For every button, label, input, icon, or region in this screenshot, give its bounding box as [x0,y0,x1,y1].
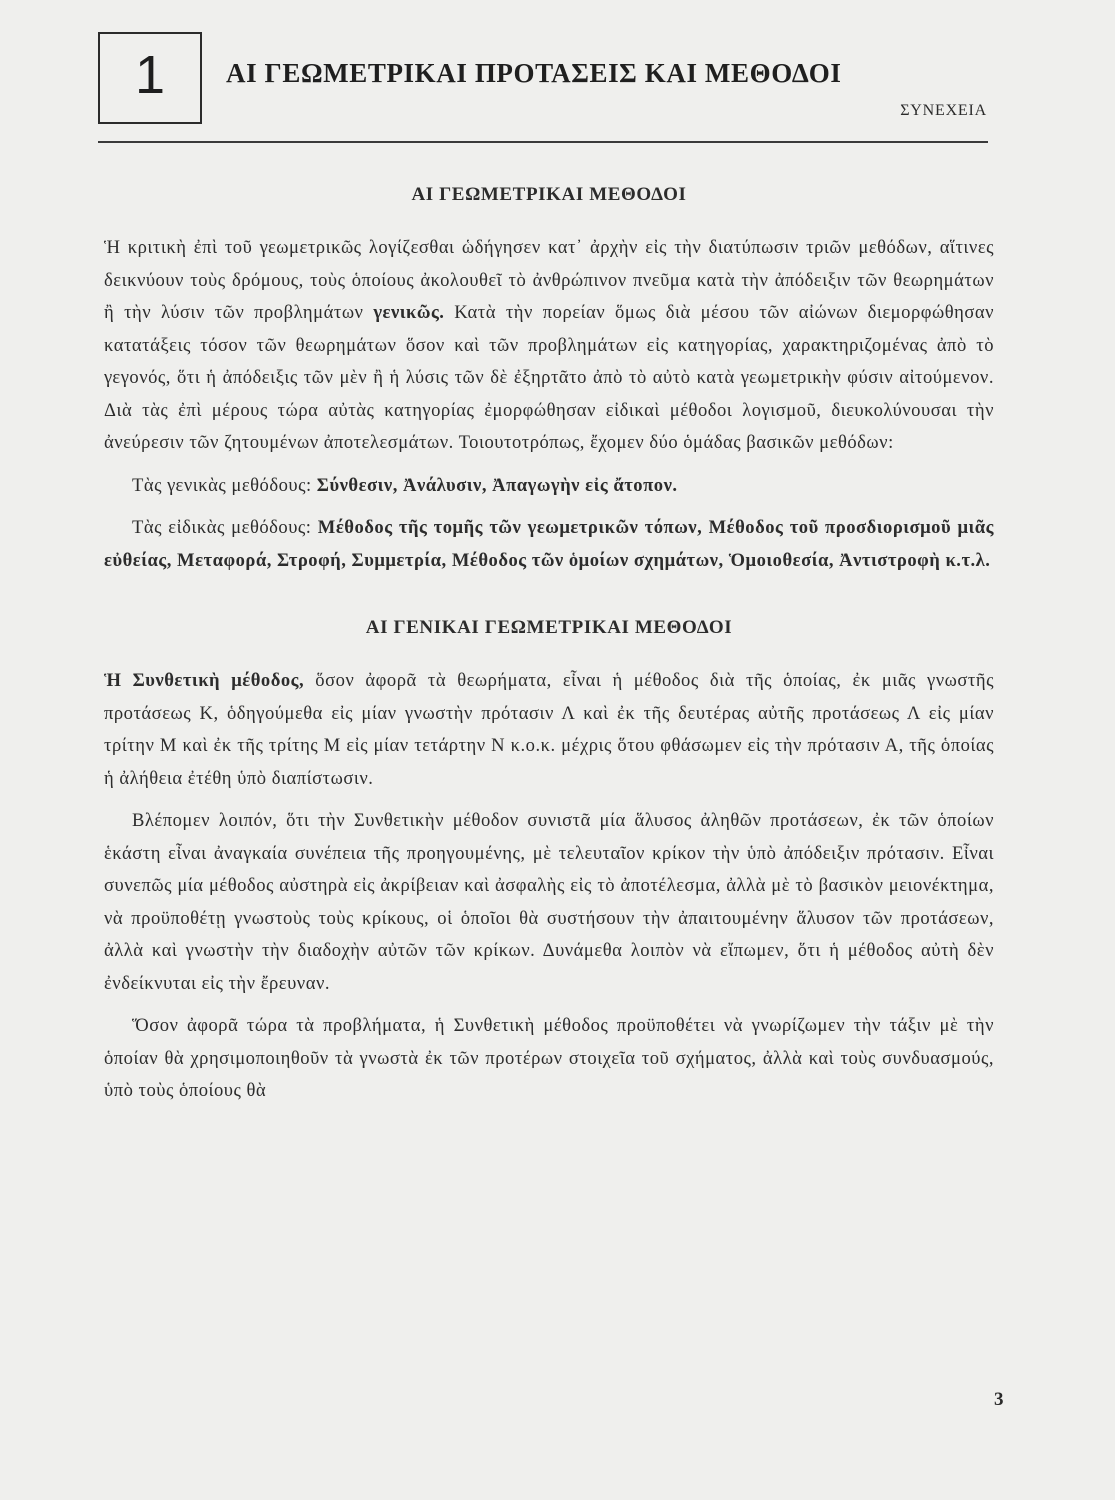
page-body [104,180,994,1108]
intro-bold: γενικῶς. [373,302,445,323]
paragraph-special-methods [104,512,994,577]
chapter-number: 1 [134,45,166,105]
paragraph-synthetic-method [104,665,994,795]
synthetic-method-term: Ἡ Συνθετικὴ μέθοδος, [104,670,305,691]
special-methods-label: Τὰς εἰδικὰς μεθόδους: [132,517,318,538]
intro-text-a: Ἡ κριτικὴ ἐπὶ τοῦ γεωμετρικῶς λογίζεσθαι ὡδήγησεν κατ᾽ ἀρχὴν εἰς τὴν διατύπωσιν τριῶν μεθόδων, αἵτινες δεικνύουν τοὺς δρόμους, τοὺς ὁποίους ἀκολουθεῖ τὸ ἀνθρώπινον πνεῦμα κατὰ τὴν ἀπόδειξιν τῶν θεωρημάτων ἢ τὴν λύσιν τῶν προβλημάτων [104,237,994,323]
paragraph-general-methods [104,470,994,503]
paragraph-intro [104,232,994,460]
page-number: 3 [994,1389,1004,1410]
section-heading-methods: ΑΙ ΓΕΩΜΕΤΡΙΚΑΙ ΜΕΘΟΔΟΙ [411,184,687,205]
special-methods-list: Μέθοδος τῆς τομῆς τῶν γεωμετρικῶν τόπων, Μέθοδος τοῦ προσδιορισμοῦ μιᾶς εὐθείας, Μεταφορά, Στροφή, Συμμετρία, Μέθοδος τῶν ὁμοίων σχημάτων, Ὁμοιοθεσία, Ἀντιστροφὴ κ.τ.λ. [104,517,994,571]
section-heading-general-methods: ΑΙ ΓΕΝΙΚΑΙ ΓΕΩΜΕΤΡΙΚΑΙ ΜΕΘΟΔΟΙ [365,617,733,638]
header-divider [98,141,988,143]
general-methods-label: Τὰς γενικὰς μεθόδους: [132,474,317,496]
paragraph-problems: Ὅσον ἀφορᾶ τώρα τὰ προβλήματα, ἡ Συνθετικὴ μέθοδος προϋποθέτει νὰ γνωρίζωμεν τὴν τάξιν μὲ τὴν ὁποίαν θὰ χρησιμοποιηθοῦν τὰ γνωστὰ ἐκ τῶν προτέρων στοιχεῖα τοῦ σχήματος, ἀλλὰ καὶ τοὺς συνδυασμούς, ὑπὸ τοὺς ὁποίους θὰ [104,1015,994,1101]
chapter-title: ΑΙ ΓΕΩΜΕΤΡΙΚΑΙ ΠΡΟΤΑΣΕΙΣ ΚΑΙ ΜΕΘΟΔΟΙ [226,58,842,88]
synthetic-method-text: ὅσον ἀφορᾶ τὰ θεωρήματα, εἶναι ἡ μέθοδος διὰ τῆς ὁποίας, ἐκ μιᾶς γνωστῆς προτάσεως Κ, ὁδηγούμεθα εἰς μίαν γνωστὴν πρότασιν Λ καὶ ἐκ τῆς δευτέρας αὐτῆς προτάσεως Λ εἰς μίαν τρίτην Μ καὶ ἐκ τῆς τρίτης Μ εἰς μίαν τετάρτην Ν κ.ο.κ. μέχρις ὅτου φθάσωμεν εἰς τὴν πρότασιν Α, τῆς ὁποίας ἡ ἀλήθεια ἐτέθη ὑπὸ διαπίστωσιν. [104,670,994,789]
chapter-number-box [98,32,202,124]
intro-text-b: Κατὰ τὴν πορείαν ὅμως διὰ μέσου τῶν αἰώνων διεμορφώθησαν κατατάξεις τόσον τῶν θεωρημάτων ὅσον καὶ τῶν προβλημάτων εἰς κατηγορίας, χαρακτηριζομένας ἀπὸ τὸ γεγονός, ὅτι ἡ ἀπόδειξις τῶν μὲν ἢ ἡ λύσις τῶν δὲ ἐξηρτᾶτο ἀπὸ τὸ αὐτὸ κατὰ γεωμετρικὴν φύσιν αἰτούμενον. Διὰ τὰς ἐπὶ μέρους τώρα αὐτὰς κατηγορίας ἐμορφώθησαν εἰδικαὶ μέθοδοι λογισμοῦ, διευκολύνουσαι τὴν ἀνεύρεσιν τῶν ζητουμένων ἀποτελεσμάτων. Τοιουτοτρόπως, ἔχομεν δύο ὁμάδας βασικῶν μεθόδων: [104,302,994,453]
general-methods-list: Σύνθεσιν, Ἀνάλυσιν, Ἀπαγωγὴν εἰς ἄτοπον. [316,474,678,496]
chapter-subtitle: ΣΥΝΕΧΕΙΑ [900,102,987,119]
paragraph-chain: Βλέπομεν λοιπόν, ὅτι τὴν Συνθετικὴν μέθοδον συνιστᾶ μία ἅλυσος ἀληθῶν προτάσεων, ἐκ τῶν ὁποίων ἑκάστη εἶναι ἀναγκαία συνέπεια τῆς προηγουμένης, μὲ τελευταῖον κρίκον τὴν ὑπὸ ἀπόδειξιν πρότασιν. Εἶναι συνεπῶς μία μέθοδος αὐστηρὰ εἰς ἀκρίβειαν καὶ ἀσφαλὴς εἰς τὸ ἀποτέλεσμα, ἀλλὰ μὲ τὸ βασικὸν μειονέκτημα, νὰ προϋποθέτῃ γνωστοὺς τοὺς κρίκους, οἱ ὁποῖοι θὰ συστήσουν τὴν ἀπαιτουμένην ἅλυσον τῶν προτάσεων, ἀλλὰ καὶ γνωστὴν τὴν διαδοχὴν αὐτῶν τῶν κρίκων. Δυνάμεθα λοιπὸν νὰ εἴπωμεν, ὅτι ἡ μέθοδος αὐτὴ δὲν ἐνδείκνυται εἰς τὴν ἔρευναν. [104,810,994,994]
